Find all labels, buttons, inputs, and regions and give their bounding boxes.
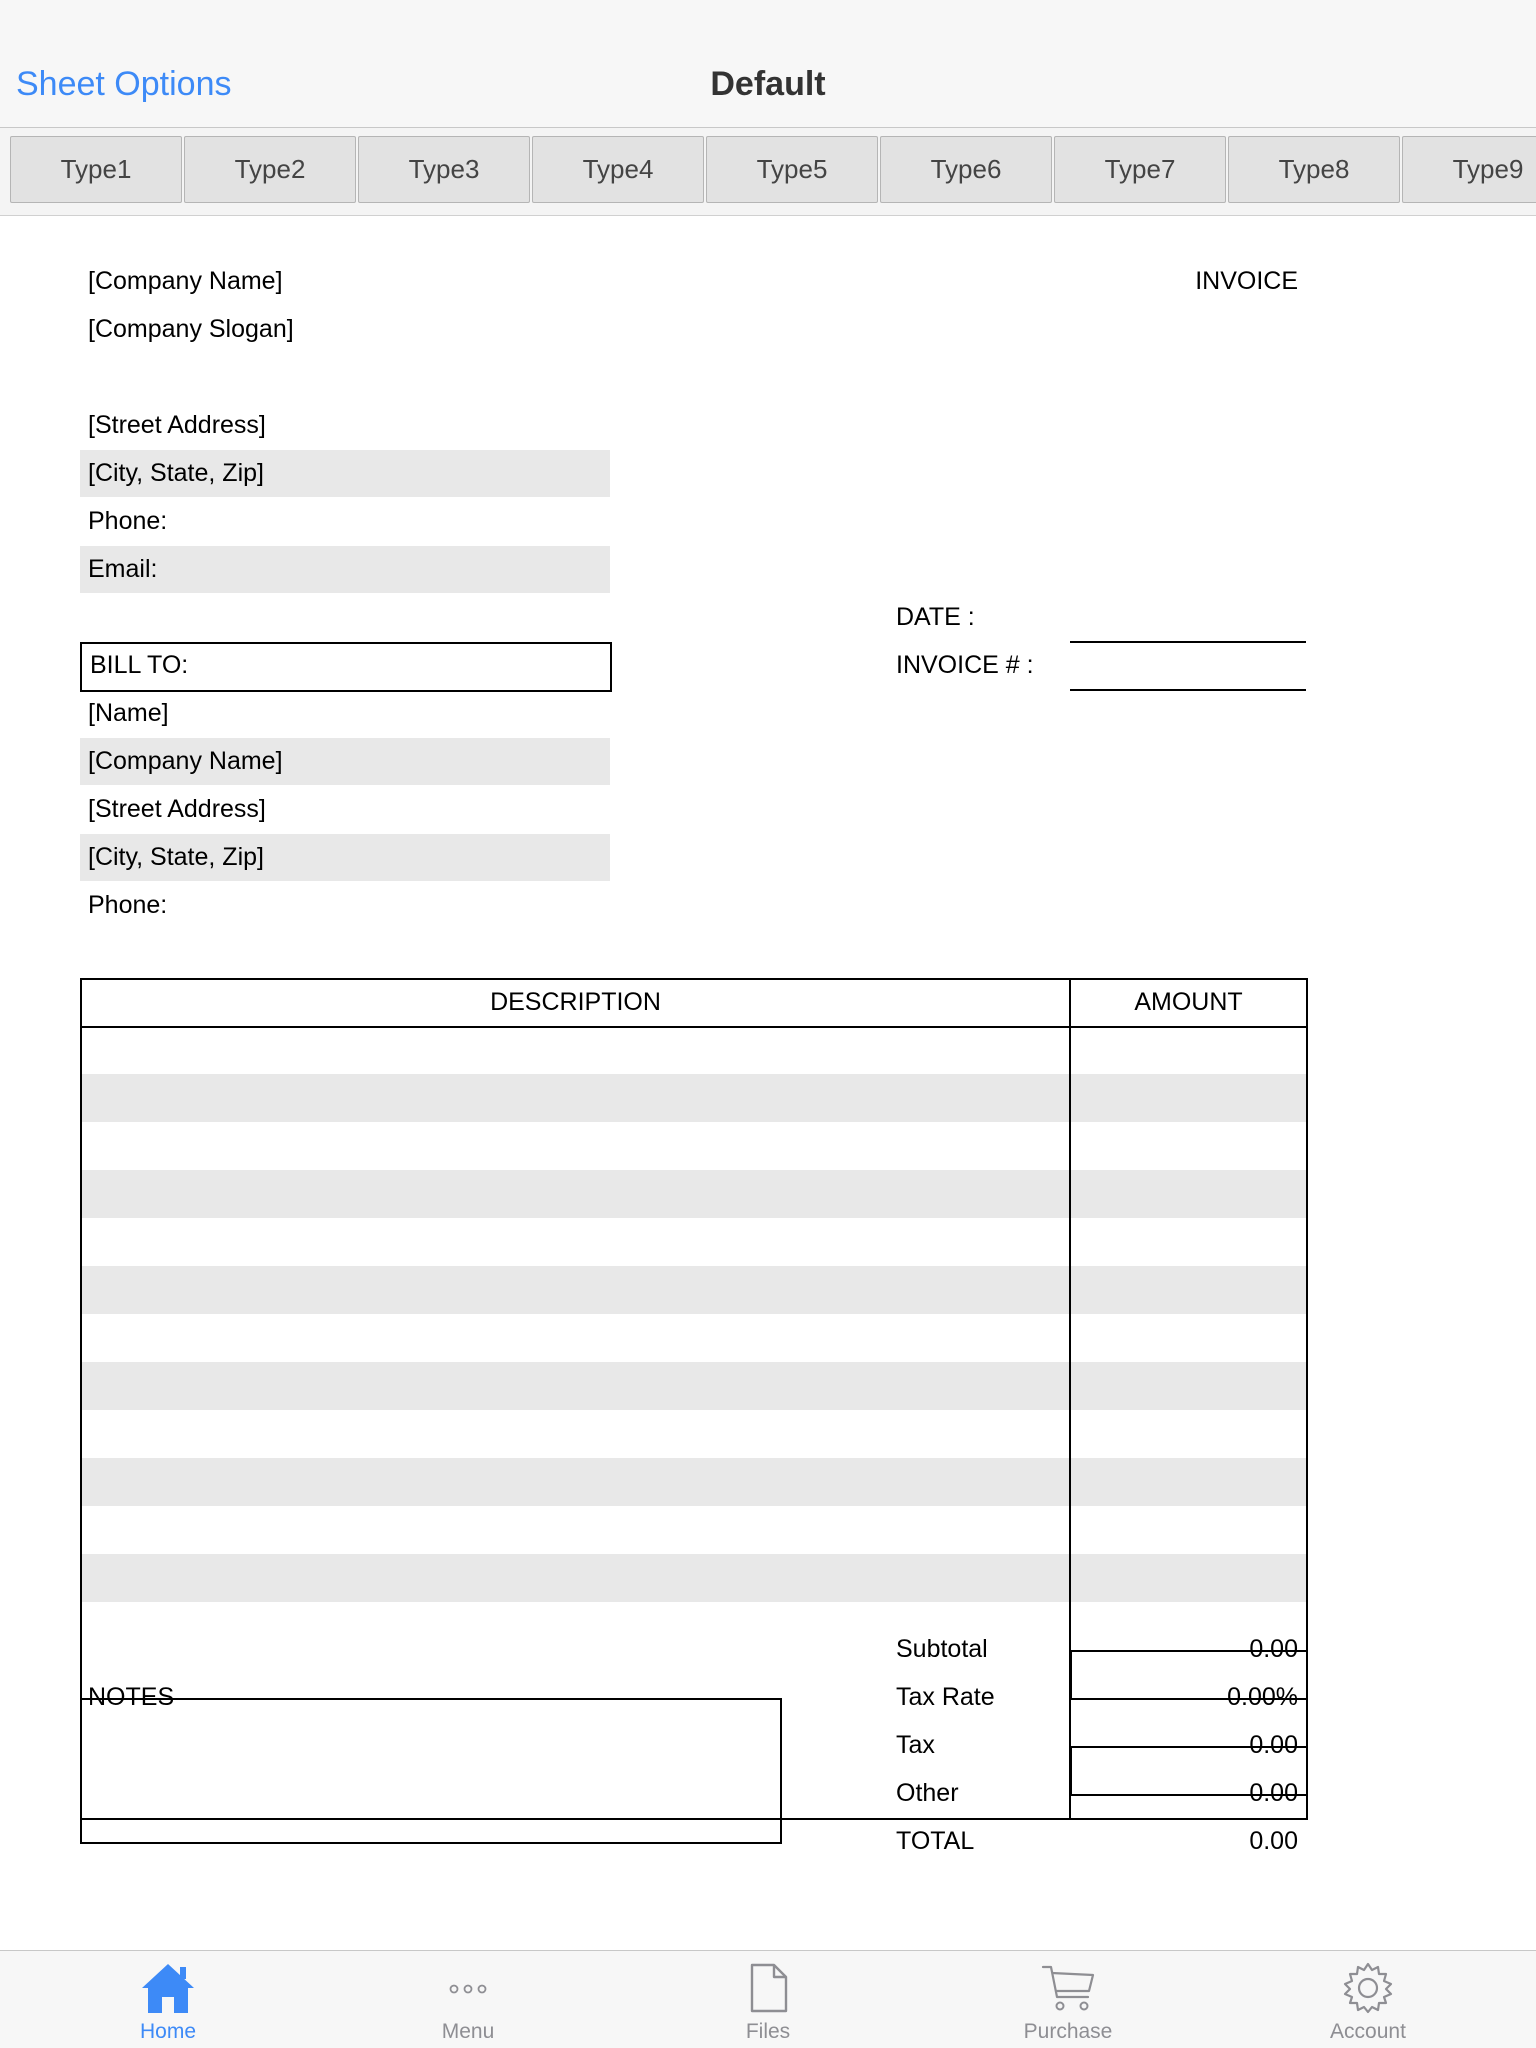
bill-to-name-cell[interactable]: [Name]: [88, 699, 169, 727]
email-label[interactable]: Email:: [88, 555, 158, 583]
gear-icon: [1340, 1961, 1396, 2015]
invoice-title: INVOICE: [1195, 267, 1298, 295]
tab-account[interactable]: [1268, 1951, 1468, 2048]
description-header: DESCRIPTION: [490, 988, 661, 1016]
tab-type1[interactable]: Type1: [10, 136, 182, 203]
amount-header: AMOUNT: [1134, 988, 1243, 1016]
tab-purchase[interactable]: [968, 1951, 1168, 2048]
bill-to-city-cell[interactable]: [City, State, Zip]: [88, 843, 264, 871]
tab-type2[interactable]: Type2: [184, 136, 356, 203]
tax-label: Tax: [896, 1731, 935, 1759]
bill-to-phone-label[interactable]: Phone:: [88, 891, 168, 919]
tab-type7[interactable]: Type7: [1054, 136, 1226, 203]
tab-type3[interactable]: Type3: [358, 136, 530, 203]
other-value[interactable]: 0.00: [1249, 1779, 1298, 1807]
type-tab-strip: [0, 128, 1536, 216]
bill-to-company-cell[interactable]: [Company Name]: [88, 747, 283, 775]
tab-type6[interactable]: Type6: [880, 136, 1052, 203]
tab-files[interactable]: [668, 1951, 868, 2048]
tab-home[interactable]: [68, 1951, 268, 2048]
notes-box[interactable]: [80, 1698, 782, 1844]
tax-rate-value[interactable]: 0.00%: [1227, 1683, 1298, 1711]
date-underline[interactable]: [1070, 641, 1306, 643]
company-name-cell[interactable]: [Company Name]: [88, 267, 283, 295]
tab-type5[interactable]: Type5: [706, 136, 878, 203]
tax-rate-label: Tax Rate: [896, 1683, 995, 1711]
city-state-zip-cell[interactable]: [City, State, Zip]: [88, 459, 264, 487]
tab-home-label: Home: [139, 2020, 197, 2043]
tab-type9[interactable]: Type9: [1402, 136, 1536, 203]
bill-to-header: BILL TO:: [90, 651, 189, 679]
street-address-cell[interactable]: [Street Address]: [88, 411, 266, 439]
file-icon: [740, 1961, 796, 2015]
navigation-bar: [0, 0, 1536, 128]
invoice-number-underline[interactable]: [1070, 689, 1306, 691]
tab-type8[interactable]: Type8: [1228, 136, 1400, 203]
invoice-number-label: INVOICE # :: [896, 651, 1034, 679]
tab-menu[interactable]: [368, 1951, 568, 2048]
notes-label: NOTES: [88, 1683, 175, 1711]
tab-purchase-label: Purchase: [1023, 2020, 1113, 2043]
total-label: TOTAL: [896, 1827, 975, 1855]
tax-value: 0.00: [1249, 1731, 1298, 1759]
cart-icon: [1040, 1961, 1096, 2015]
other-label: Other: [896, 1779, 959, 1807]
total-value: 0.00: [1249, 1827, 1298, 1855]
home-icon: [140, 1961, 196, 2015]
bottom-tab-bar: [0, 1950, 1536, 2048]
invoice-sheet: [0, 216, 1536, 1950]
more-icon: [440, 1961, 496, 2015]
sheet-options-button[interactable]: Sheet Options: [16, 65, 232, 103]
bill-to-street-cell[interactable]: [Street Address]: [88, 795, 266, 823]
tab-account-label: Account: [1330, 2020, 1406, 2043]
row-band: [80, 546, 610, 593]
date-label: DATE :: [896, 603, 975, 631]
page-title: Default: [710, 65, 826, 103]
tab-type4[interactable]: Type4: [532, 136, 704, 203]
phone-label[interactable]: Phone:: [88, 507, 168, 535]
subtotal-value: 0.00: [1249, 1635, 1298, 1663]
company-slogan-cell[interactable]: [Company Slogan]: [88, 315, 294, 343]
subtotal-label: Subtotal: [896, 1635, 988, 1663]
table-header-divider: [80, 1026, 1308, 1028]
tab-files-label: Files: [745, 2020, 791, 2043]
tab-menu-label: Menu: [441, 2020, 495, 2043]
